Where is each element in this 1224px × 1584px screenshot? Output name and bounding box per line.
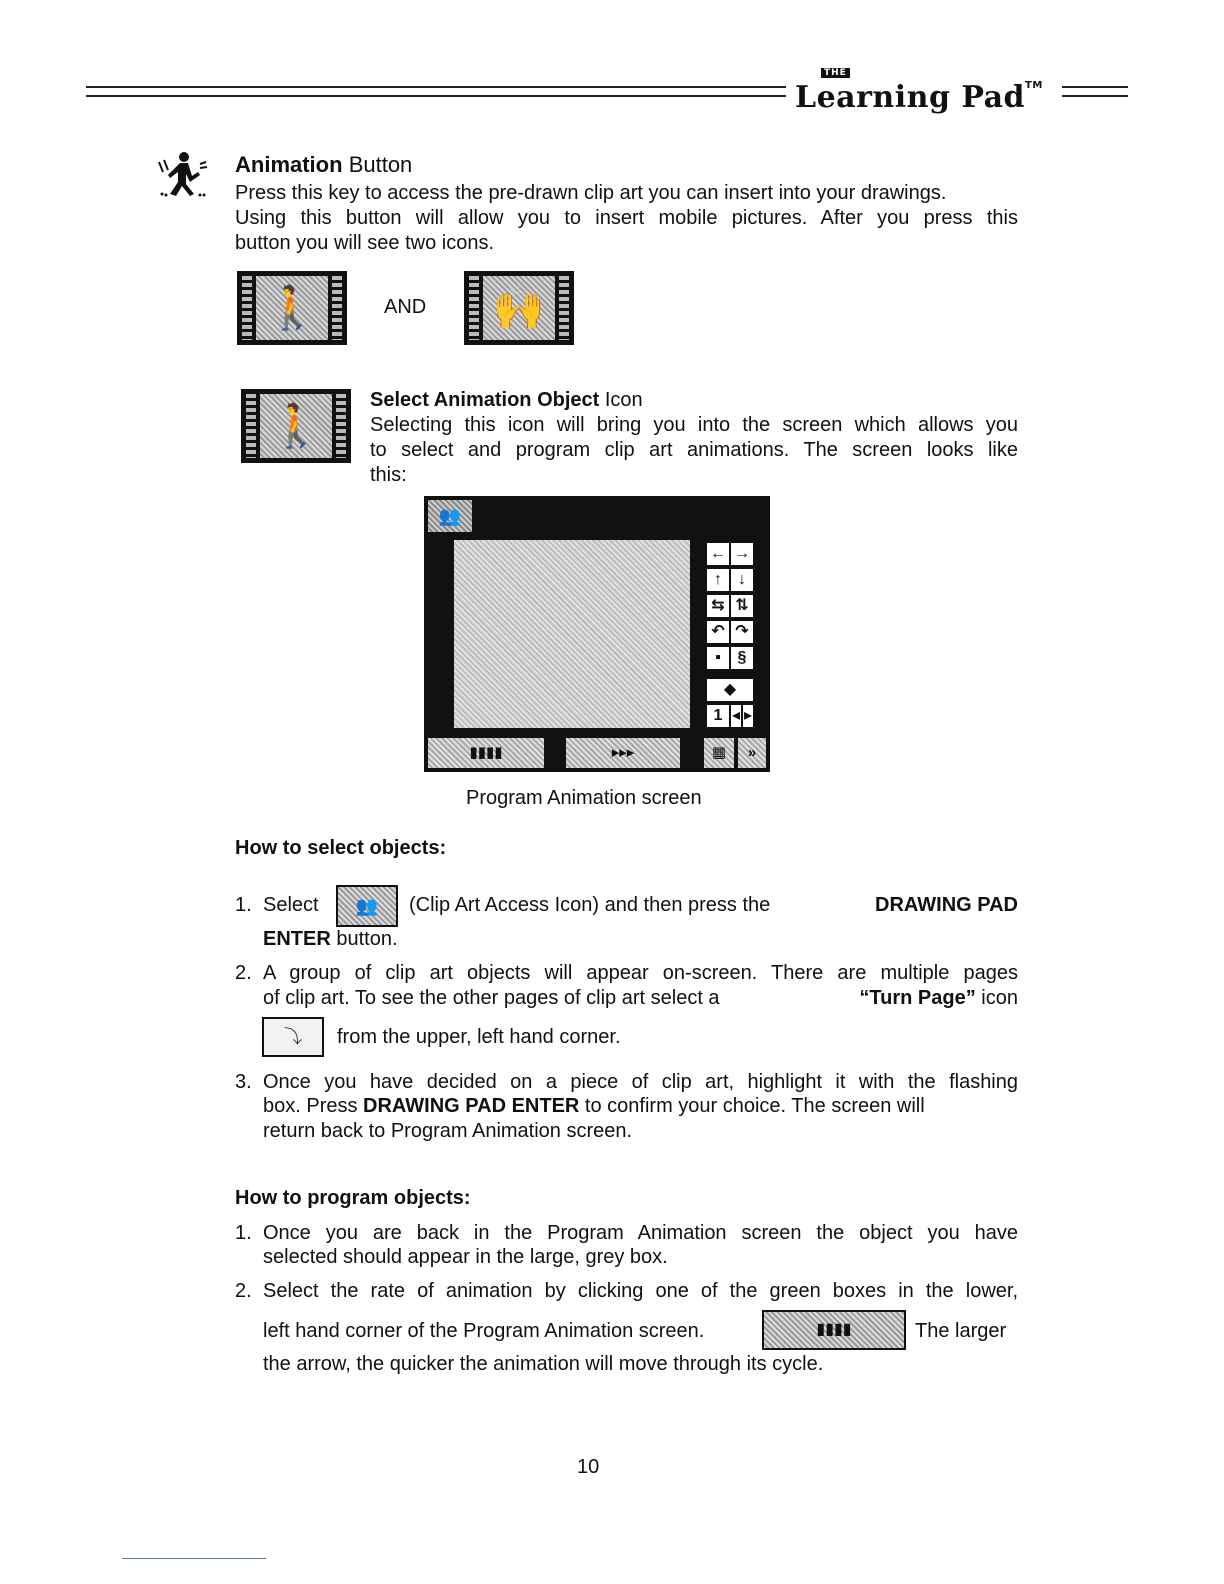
clip-art-access-icon[interactable]: 👥 xyxy=(428,500,472,532)
program-item-2-d: the arrow, the quicker the animation will move through its cycle. xyxy=(263,1353,824,1375)
flip-vertical-icon[interactable]: ⇅ xyxy=(730,594,754,618)
header-rule-left xyxy=(86,86,786,97)
select-item-3-b: box. Press DRAWING PAD ENTER to confirm your choice. The screen will xyxy=(263,1095,925,1117)
playback-controls[interactable]: ▸▸▸ xyxy=(566,738,680,768)
arrow-right-icon[interactable]: → xyxy=(730,542,754,566)
program-item-1-b: selected should appear in the large, grey box. xyxy=(263,1246,668,1268)
select-object-line-1: Selecting this icon will bring you into the screen which allows you xyxy=(370,414,1018,436)
rotate-right-icon[interactable]: ↷ xyxy=(730,620,754,644)
select-animation-object-icon[interactable] xyxy=(237,271,347,345)
program-item-2-number: 2. xyxy=(235,1280,252,1302)
brand-the: THE xyxy=(821,68,850,78)
brand-title: Learning Pad xyxy=(795,80,1026,115)
program-item-2-a: Select the rate of animation by clicking one of the green boxes in the lower, xyxy=(263,1280,1018,1302)
program-item-1-number: 1. xyxy=(235,1222,252,1244)
fast-forward-icon[interactable]: » xyxy=(738,738,766,768)
how-to-program-heading: How to program objects: xyxy=(235,1187,471,1209)
select-item-3-a: Once you have decided on a piece of clip art, highlight it with the flashing xyxy=(263,1071,1018,1093)
figure-icon: 🚶 xyxy=(260,394,332,458)
select-item-1-c: ENTER button. xyxy=(263,928,398,950)
select-item-1-a: Select xyxy=(263,894,319,916)
select-animation-object-icon-large xyxy=(241,389,351,463)
turn-page-icon: ⤵ xyxy=(262,1017,324,1057)
header-rule-right xyxy=(1062,86,1128,97)
select-item-2-a: A group of clip art objects will appear on-screen. There are multiple pages xyxy=(263,962,1018,984)
animation-speed-boxes-inline: ▮▮▮▮ xyxy=(762,1310,906,1350)
select-object-line-3: this: xyxy=(370,464,407,486)
color-icon[interactable]: ◆ xyxy=(706,678,754,702)
frame-number: 1 xyxy=(706,704,730,728)
animation-line-2: Using this button will allow you to insert mobile pictures. After you press this xyxy=(235,207,1018,229)
figure-arms-icon: 🙌 xyxy=(483,276,555,340)
frame-prev-icon[interactable]: ◂ xyxy=(730,704,742,728)
program-item-2-b: left hand corner of the Program Animation screen. xyxy=(263,1320,705,1342)
running-figure-icon xyxy=(150,150,210,200)
animation-canvas xyxy=(454,540,690,728)
sound-icon[interactable]: § xyxy=(730,646,754,670)
select-object-line-2: to select and program clip art animations. The screen looks like xyxy=(370,439,1018,461)
clear-icon[interactable]: ▦ xyxy=(704,738,734,768)
select-item-3-c: return back to Program Animation screen. xyxy=(263,1120,633,1142)
flip-horizontal-icon[interactable]: ⇆ xyxy=(706,594,730,618)
and-label: AND xyxy=(384,296,427,318)
program-item-1-a: Once you are back in the Program Animation screen the object you have xyxy=(263,1222,1018,1244)
select-item-2-number: 2. xyxy=(235,962,252,984)
select-item-2-d: from the upper, left hand corner. xyxy=(337,1026,621,1048)
brand-logo xyxy=(795,68,1055,115)
select-item-2-b: of clip art. To see the other pages of clip art select a “Turn Page” icon xyxy=(263,987,1018,1009)
animation-button-title: Animation Button xyxy=(235,152,413,177)
figure-icon: 🚶 xyxy=(256,276,328,340)
page-number: 10 xyxy=(577,1456,600,1478)
arrow-left-icon[interactable]: ← xyxy=(706,542,730,566)
frame-next-icon[interactable]: ▸ xyxy=(742,704,754,728)
rotate-left-icon[interactable]: ↶ xyxy=(706,620,730,644)
clip-art-access-icon-inline: 👥 xyxy=(336,885,398,927)
select-item-1-b: (Clip Art Access Icon) and then press the DRAWING PAD xyxy=(409,894,1018,916)
program-item-2-c: The larger xyxy=(915,1320,1007,1342)
animation-line-3: button you will see two icons. xyxy=(235,232,495,254)
select-item-1-number: 1. xyxy=(235,894,252,916)
how-to-select-heading: How to select objects: xyxy=(235,837,447,859)
stop-icon[interactable]: ▪ xyxy=(706,646,730,670)
screen-caption: Program Animation screen xyxy=(466,787,702,809)
select-object-title: Select Animation Object Icon xyxy=(370,389,643,411)
animation-speed-boxes[interactable]: ▮▮▮▮ xyxy=(428,738,544,768)
footer-rule xyxy=(122,1558,266,1559)
arrow-down-icon[interactable]: ↓ xyxy=(730,568,754,592)
animation-line-1: Press this key to access the pre-drawn clip art you can insert into your drawings. xyxy=(235,182,947,204)
program-animation-screen xyxy=(424,496,770,772)
arrow-up-icon[interactable]: ↑ xyxy=(706,568,730,592)
select-item-3-number: 3. xyxy=(235,1071,252,1093)
brand-tm: TM xyxy=(1025,80,1043,91)
program-animation-icon[interactable] xyxy=(464,271,574,345)
